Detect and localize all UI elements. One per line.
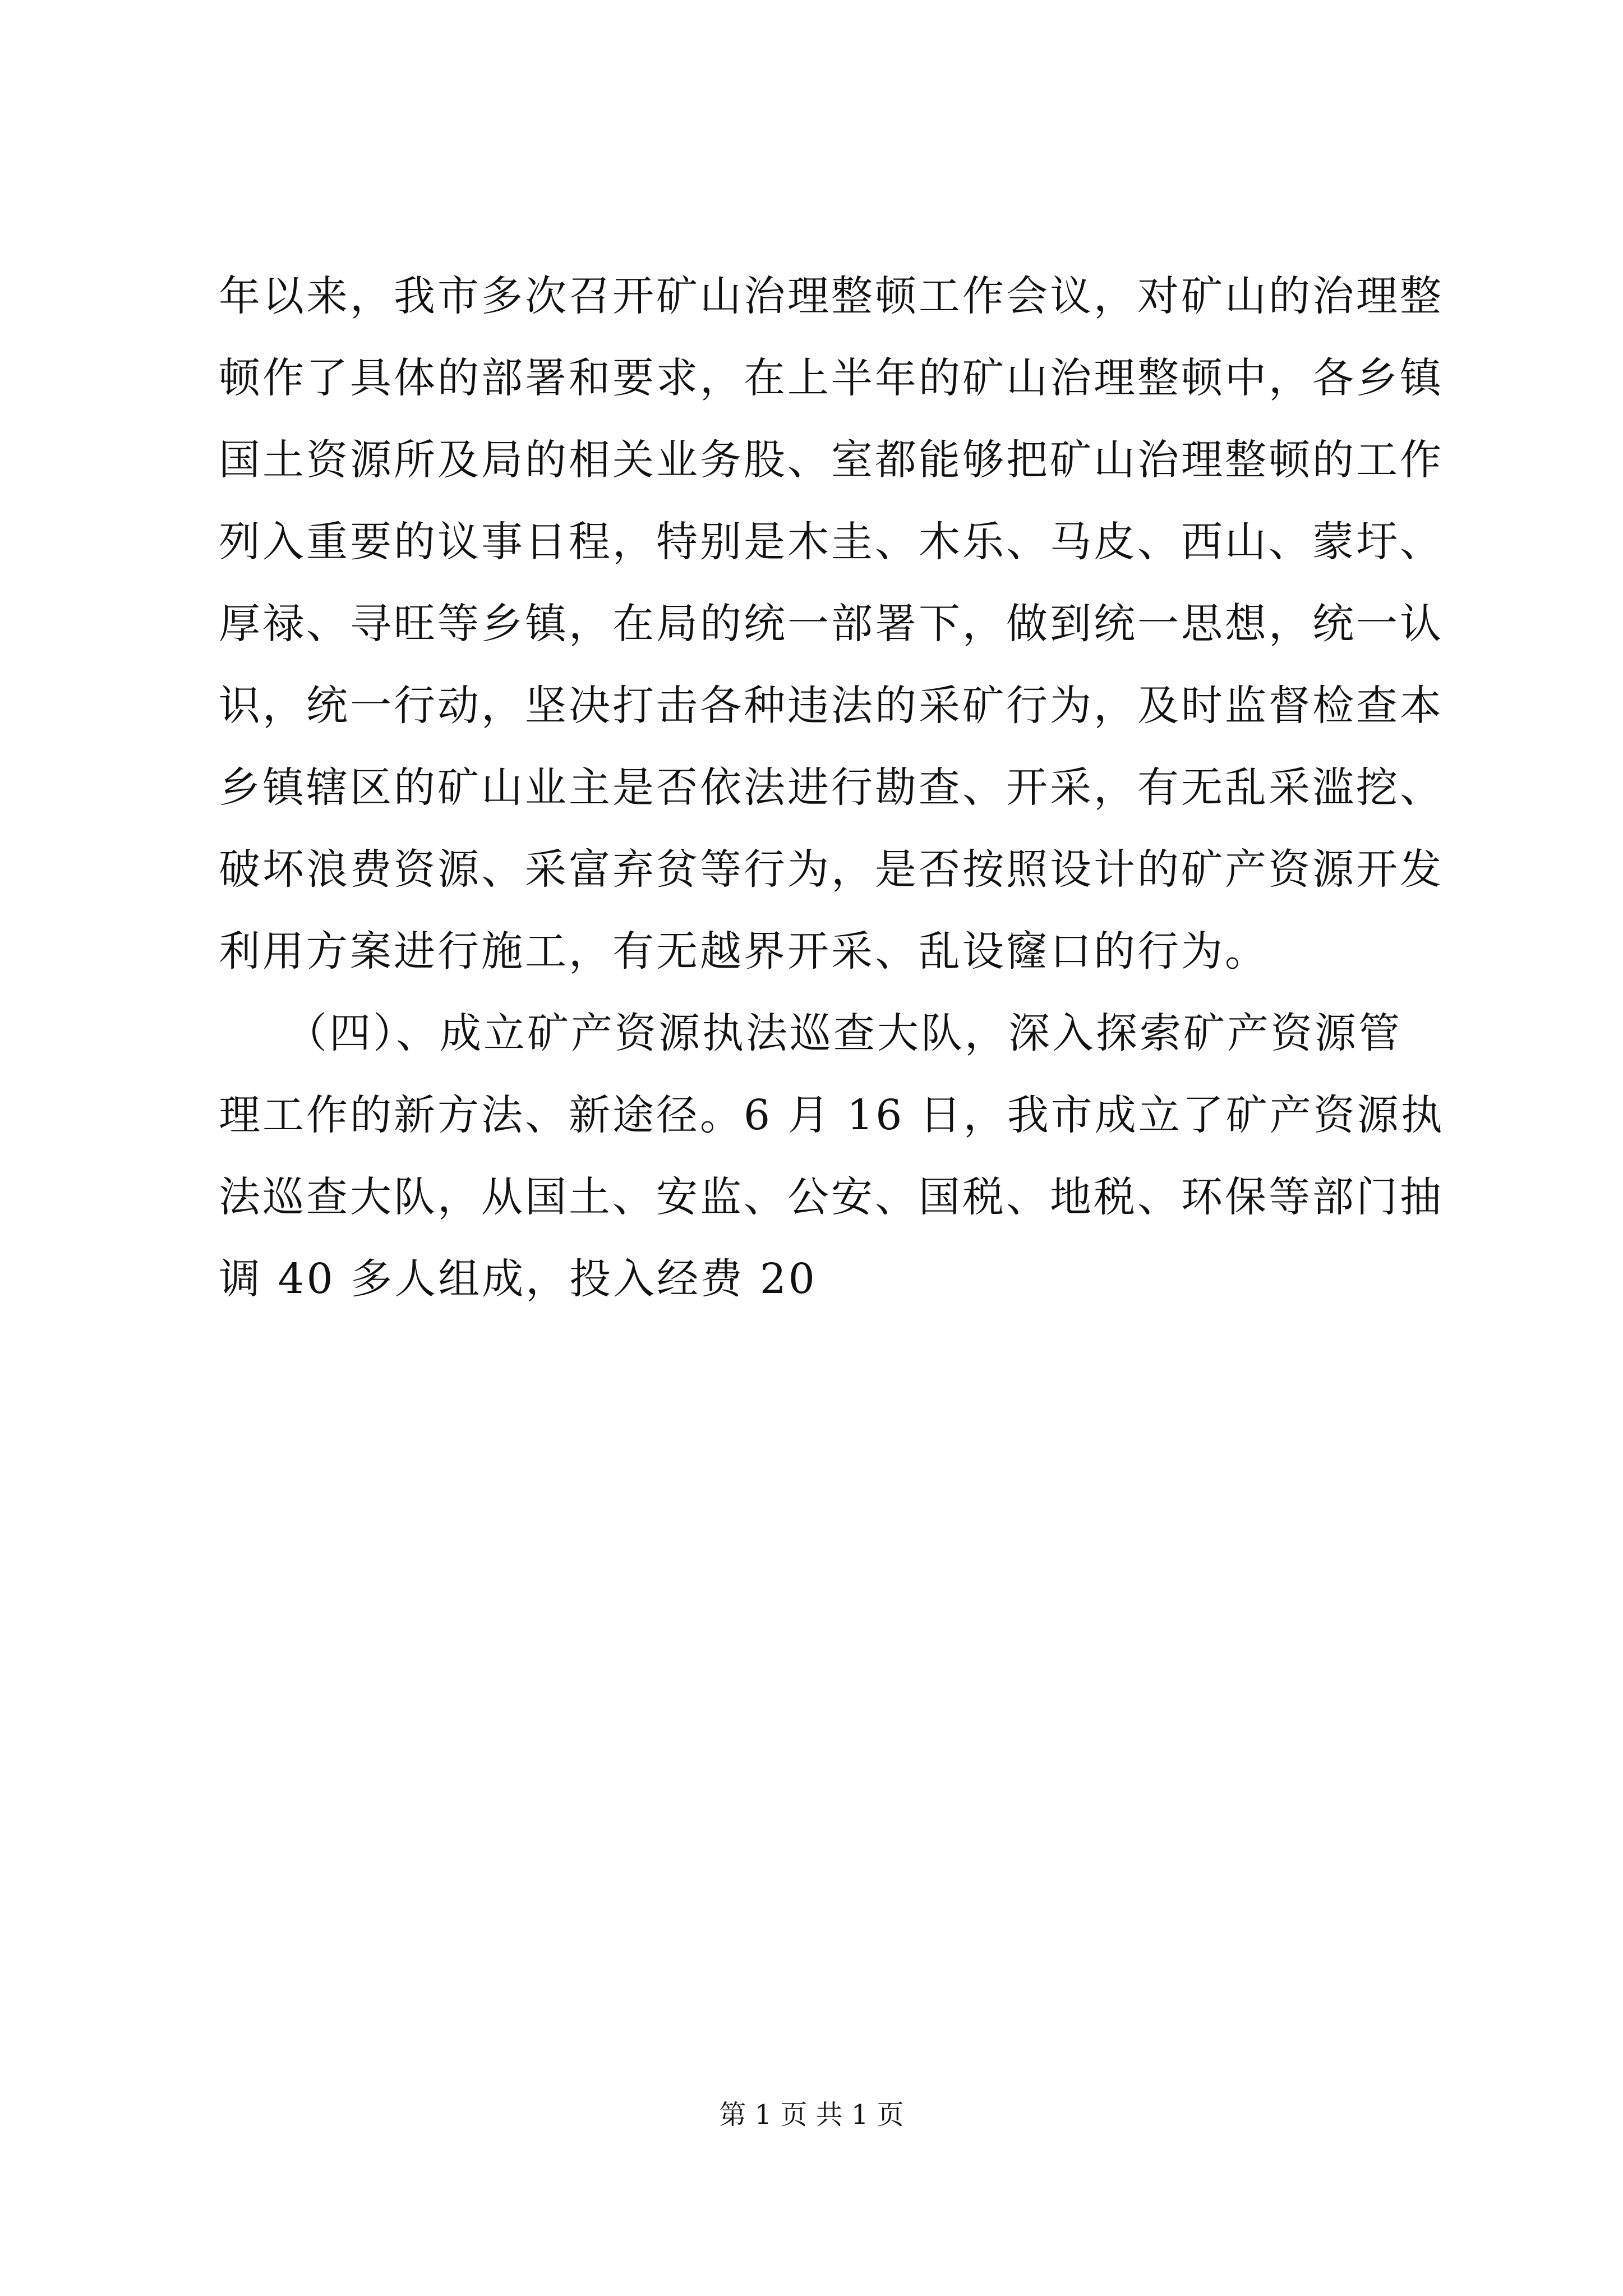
text-line-7: 乡镇辖区的矿山业主是否依法进行勘查、开采，有无乱采滥挖、: [219, 763, 1444, 812]
text-line-11: 理工作的新方法、新途径。6 月 16 日，我市成立了矿产资源执: [219, 1091, 1445, 1139]
text-line-8: 破坏浪费资源、采富弃贫等行为，是否按照设计的矿产资源开发: [219, 845, 1444, 894]
text-line-2: 顿作了具体的部署和要求，在上半年的矿山治理整顿中，各乡镇: [219, 354, 1444, 402]
text-line-10: （四）、成立矿产资源执法巡查大队，深入探索矿产资源管: [219, 1009, 1402, 1057]
text-line-12: 法巡查大队，从国土、安监、公安、国税、地税、环保等部门抽: [219, 1173, 1444, 1221]
text-line-9: 利用方案进行施工，有无越界开采、乱设窿口的行为。: [219, 927, 1269, 976]
page-footer: [0, 2095, 1623, 2134]
text-line-3: 国土资源所及局的相关业务股、室都能够把矿山治理整顿的工作: [219, 436, 1444, 484]
body-text: [219, 255, 1445, 1320]
text-line-4: 列入重要的议事日程，特别是木圭、木乐、马皮、西山、蒙圩、: [219, 518, 1444, 566]
page-number-label: 第 1 页 共 1 页: [719, 2099, 904, 2131]
text-line-13: 调 40 多人组成，投入经费 20: [219, 1255, 817, 1303]
text-line-1: 年以来，我市多次召开矿山治理整顿工作会议，对矿山的治理整: [219, 272, 1444, 320]
text-line-5: 厚禄、寻旺等乡镇，在局的统一部署下，做到统一思想，统一认: [219, 600, 1444, 648]
text-line-6: 识，统一行动，坚决打击各种违法的采矿行为，及时监督检查本: [219, 682, 1444, 730]
